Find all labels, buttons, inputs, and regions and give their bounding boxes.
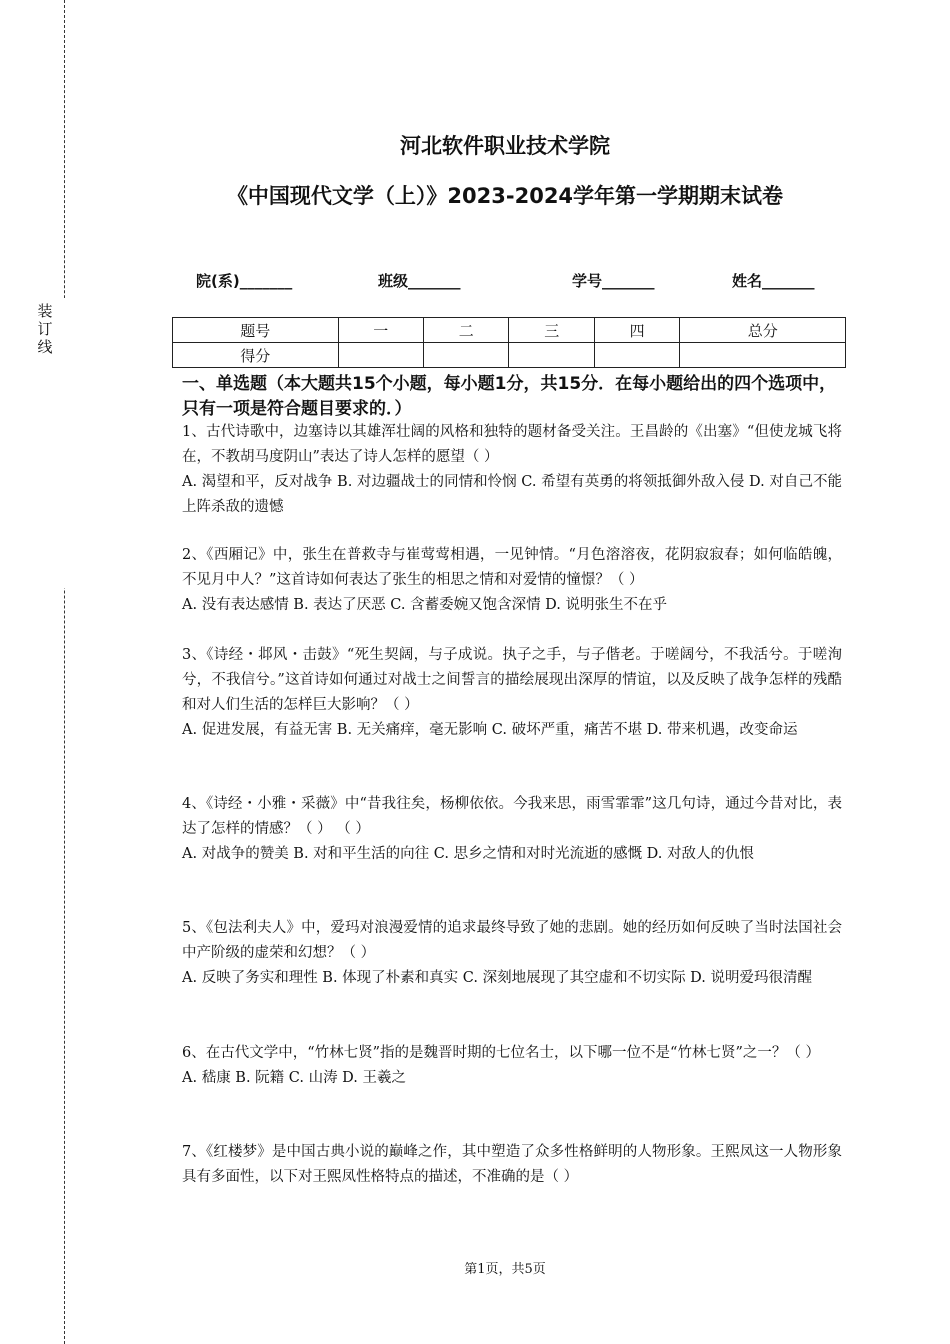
score-cell [594,343,679,368]
question-stem: 1、古代诗歌中，边塞诗以其雄浑壮阔的风格和独特的题材备受关注。王昌龄的《出塞》“但使龙城飞将在，不教胡马度阴山”表达了诗人怎样的愿望（ ） [182,424,842,465]
score-cell: 三 [509,318,594,343]
score-table-score-row [173,343,846,368]
score-table [172,317,846,368]
score-cell [680,343,846,368]
question-6 [182,1041,842,1091]
student-id-field: 学号_______ [572,272,655,290]
question-stem: 4、《诗经・小雅・采薇》中“昔我往矣，杨柳依依。今我来思，雨雪霏霏”这几句诗，通过今昔对比，表达了怎样的情感？（ ） （ ） [182,796,842,837]
binding-char: 订 [37,320,53,338]
section-heading: 一、单选题（本大题共15个小题，每小题1分，共15分．在每小题给出的四个选项中，只有一项是符合题目要求的．） [182,374,837,419]
score-cell: 总分 [680,318,846,343]
score-table-header-row [173,318,846,343]
question-4 [182,792,842,867]
binding-label [36,302,54,356]
school-name: 河北软件职业技术学院 [400,134,610,158]
score-cell [338,343,423,368]
score-cell: 得分 [173,343,339,368]
question-stem: 6、在古代文学中，“竹林七贤”指的是魏晋时期的七位名士，以下哪一位不是“竹林七贤”之一？（ ） [182,1045,820,1061]
binding-char: 装 [37,302,53,320]
question-options: A. 反映了务实和理性 B. 体现了朴素和真实 C. 深刻地展现了其空虚和不切实际 D. 说明爱玛很清醒 [182,970,813,986]
page-number: 第1页，共5页 [464,1262,546,1277]
score-cell: 二 [424,318,509,343]
question-stem: 3、《诗经・邶风・击鼓》“死生契阔，与子成说。执子之手，与子偕老。于嗟阔兮，不我活兮。于嗟洵兮，不我信兮。”这首诗如何通过对战士之间誓言的描绘展现出深厚的情谊，以及反映了战争怎样的残酷和对人们生活的怎样巨大影响？（ ） [182,647,842,713]
question-options: A. 促进发展，有益无害 B. 无关痛痒，毫无影响 C. 破坏严重，痛苦不堪 D. 带来机遇，改变命运 [182,722,798,738]
question-1 [182,420,842,520]
question-3 [182,643,842,743]
score-cell: 题号 [173,318,339,343]
question-5 [182,916,842,991]
question-7 [182,1140,842,1190]
question-options: A. 对战争的赞美 B. 对和平生活的向往 C. 思乡之情和对时光流逝的感慨 D. 对敌人的仇恨 [182,846,755,862]
exam-title: 《中国现代文学（上）》2023-2024学年第一学期期末试卷 [226,184,784,208]
binding-char: 线 [37,338,53,356]
score-cell [424,343,509,368]
dept-field: 院(系)_______ [196,272,293,290]
name-field: 姓名_______ [732,272,815,290]
question-stem: 2、《西厢记》中，张生在普救寺与崔莺莺相遇，一见钟情。“月色溶溶夜，花阴寂寂春；如何临皓魄，不见月中人？”这首诗如何表达了张生的相思之情和对爱情的憧憬？（ ） [182,547,842,588]
question-options: A. 嵇康 B. 阮籍 C. 山涛 D. 王羲之 [182,1070,407,1086]
question-stem: 5、《包法利夫人》中，爱玛对浪漫爱情的追求最终导致了她的悲剧。她的经历如何反映了当时法国社会中产阶级的虚荣和幻想？（ ） [182,920,842,961]
score-cell: 四 [594,318,679,343]
question-options: A. 没有表达感情 B. 表达了厌恶 C. 含蓄委婉又饱含深情 D. 说明张生不在乎 [182,597,668,613]
question-2 [182,543,842,618]
question-stem: 7、《红楼梦》是中国古典小说的巅峰之作，其中塑造了众多性格鲜明的人物形象。王熙凤这一人物形象具有多面性，以下对王熙凤性格特点的描述，不准确的是（ ） [182,1144,842,1185]
binding-gap [60,298,70,588]
question-options: A. 渴望和平，反对战争 B. 对边疆战士的同情和怜悯 C. 希望有英勇的将领抵御外敌入侵 D. 对自己不能上阵杀敌的遗憾 [182,474,842,515]
score-cell: 一 [338,318,423,343]
score-cell [509,343,594,368]
class-field: 班级_______ [378,272,461,290]
